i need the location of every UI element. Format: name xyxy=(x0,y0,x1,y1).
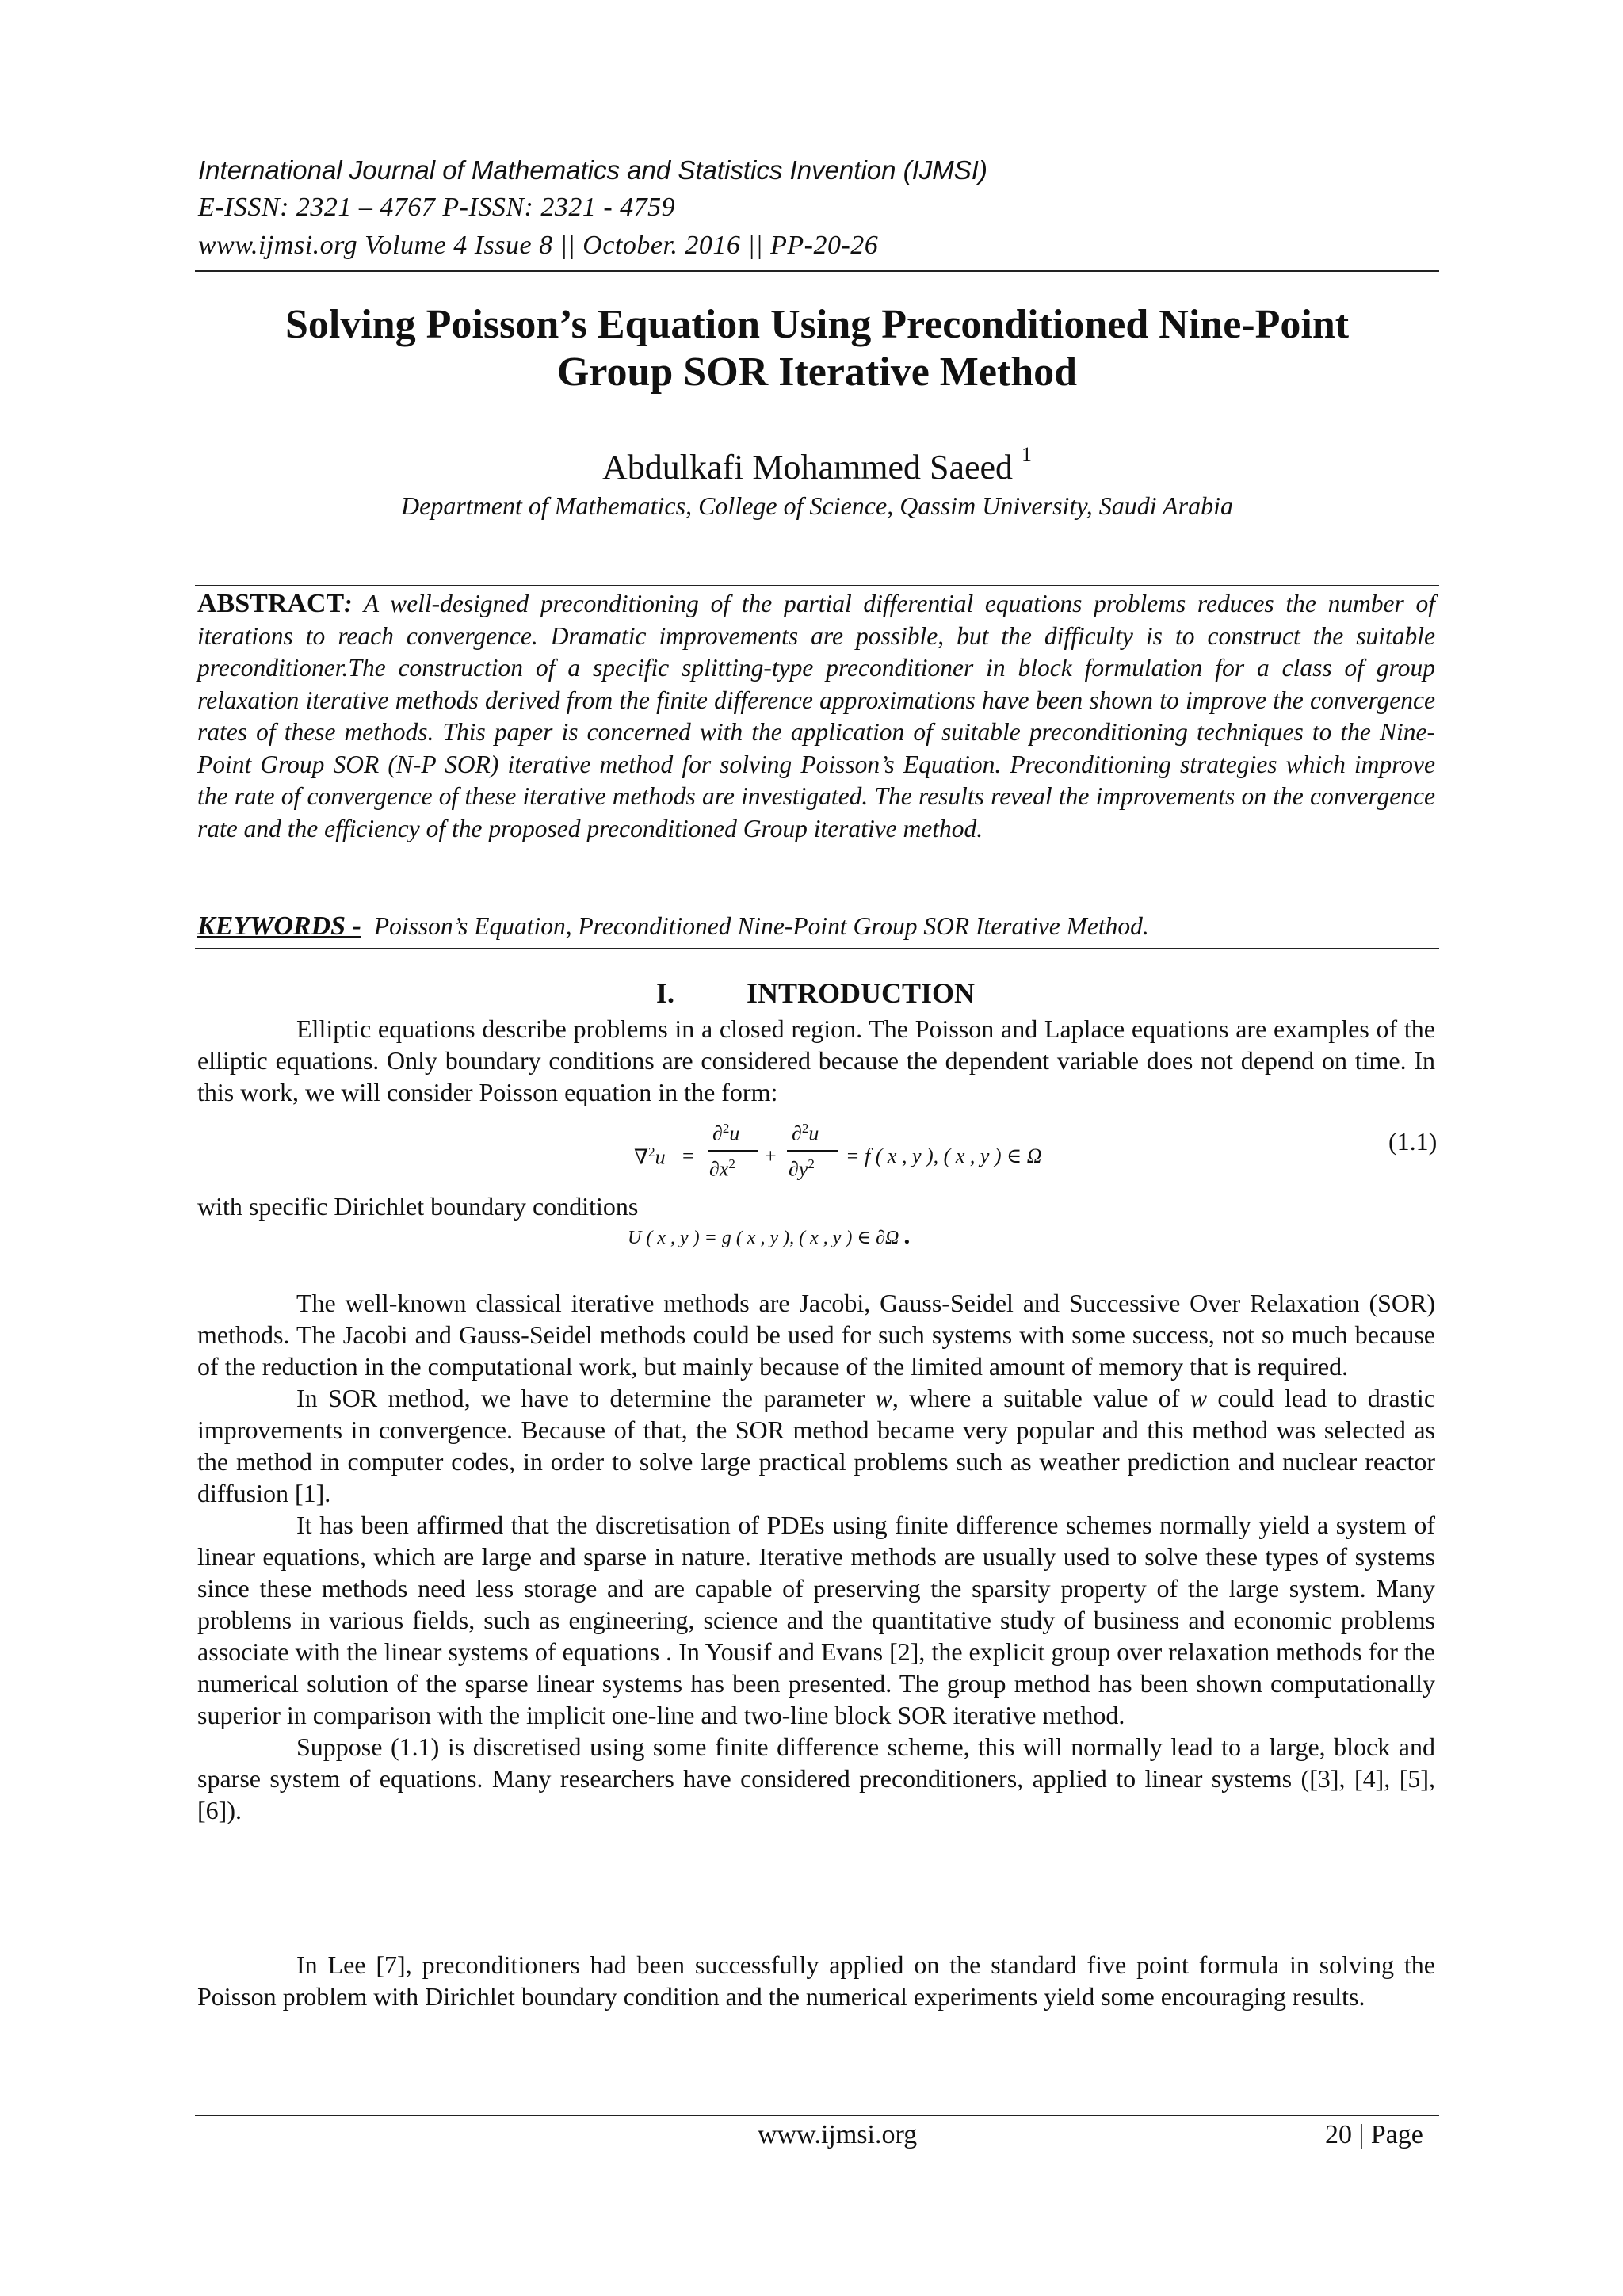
abstract xyxy=(197,588,1435,845)
journal-issn: E-ISSN: 2321 – 4767 P-ISSN: 2321 - 4759 xyxy=(198,193,676,222)
keywords xyxy=(197,911,1435,942)
abstract-label: ABSTRACT xyxy=(197,589,345,618)
numerator-1-exponent: 2 xyxy=(722,1121,730,1136)
equation-rhs: = f ( x , y ), ( x , y ) ∈ Ω xyxy=(846,1144,1042,1167)
dirichlet-text: with specific Dirichlet boundary conditions xyxy=(197,1192,639,1221)
abstract-colon: : xyxy=(344,590,353,617)
paragraph-4: It has been affirmed that the discretisation of PDEs using finite difference schemes normally yield a system of linear equations, which are large and sparse in nature. Iterative methods are usually used to solve these types of systems since these methods need less storage and are capable of preserving the sparsity property of the large system. Many problems in various fields, such as engineering, science and the quantitative study of business and economic problems associate with the linear systems of equations . In Yousif and Evans [2], the explicit group over relaxation methods for the numerical solution of the sparse linear systems has been presented. The group method has been shown computationally superior in comparison with the implicit one-line and two-line block SOR iterative method. xyxy=(197,1511,1435,1729)
denominator-2-exponent: 2 xyxy=(808,1156,815,1171)
paragraph-text: Elliptic equations describe problems in a closed region. The Poisson and Laplace equations are examples of the elliptic equations. Only boundary conditions are considered because the dependent variable does not depend on time. In this work, we will consider Poisson equation in the form: xyxy=(197,1014,1435,1106)
equals-sign: = xyxy=(682,1144,694,1167)
intro-body xyxy=(197,1287,1435,1826)
author-affil-mark: 1 xyxy=(1022,443,1033,467)
paragraph-3-part-c: could lead to drastic improvements in convergence. Because of that, the SOR method became very popular and this method was selected as the method in computer codes, in order to solve large practical problems such as weather prediction and nuclear reactor diffusion [1]. xyxy=(197,1384,1436,1507)
partial-numerator-1: ∂ xyxy=(712,1121,723,1145)
equation-1-1 xyxy=(630,1121,1343,1200)
equation-number: (1.1) xyxy=(1388,1127,1438,1156)
intro-paragraph-6 xyxy=(197,1949,1435,2012)
title-line-1: Solving Poisson’s Equation Using Preconditioned Nine-Point xyxy=(285,302,1350,347)
paragraph-3 xyxy=(197,1382,1435,1509)
section-title: INTRODUCTION xyxy=(747,977,976,1009)
nabla-symbol: ∇ xyxy=(634,1145,649,1169)
paragraph-2: The well-known classical iterative methods are Jacobi, Gauss-Seidel and Successive Over Relaxation (SOR) methods. The Jacobi and Gauss-Seidel methods could be used for such systems with some success, not so much because of the reduction in the computational work, but mainly because of the limited amount of memory that is required. xyxy=(197,1289,1435,1381)
fraction-bar-2 xyxy=(787,1150,838,1152)
numerator-2-variable: u xyxy=(808,1121,819,1145)
footer-url: www.ijmsi.org xyxy=(758,2120,918,2149)
author-affiliation: Department of Mathematics, College of Science, Qassim University, Saudi Arabia xyxy=(401,491,1233,520)
header-rule xyxy=(195,270,1439,272)
denominator-1-exponent: 2 xyxy=(728,1156,735,1171)
lhs-variable: u xyxy=(655,1145,666,1169)
paragraph-3-part-b: , where a suitable value of xyxy=(892,1384,1190,1412)
parameter-w-1: w xyxy=(875,1384,892,1412)
nabla-exponent: 2 xyxy=(648,1144,655,1159)
title-line-2: Group SOR Iterative Method xyxy=(556,350,1078,395)
author-text: Abdulkafi Mohammed Saeed xyxy=(601,448,1014,487)
boundary-equation-text: U ( x , y ) = g ( x , y ), ( x , y ) ∈ ∂Ω xyxy=(628,1228,899,1248)
footer-page-number: 20 | Page xyxy=(1325,2120,1423,2149)
abstract-top-rule xyxy=(195,585,1439,586)
parameter-w-2: w xyxy=(1190,1384,1208,1412)
abstract-text: A well-designed preconditioning of the partial differential equations problems reduces the number of iterations to reach convergence. Dramatic improvements are possible, but the difficulty is to construct the suitable preconditioner.The construction of a specific splitting-type preconditioner in block formulation for a class of group relaxation iterative methods derived from the finite difference approximations have been shown to improve the convergence rates of these methods. This paper is concerned with the application of suitable preconditioning techniques to the Nine-Point Group SOR (N-P SOR) iterative method for solving Poisson’s Equation. Preconditioning strategies which improve the rate of convergence of these iterative methods are investigated. The results reveal the improvements on the convergence rate and the efficiency of the proposed preconditioned Group iterative method. xyxy=(197,590,1435,842)
numerator-1-variable: u xyxy=(729,1121,740,1145)
numerator-2-exponent: 2 xyxy=(801,1121,809,1136)
paper-title xyxy=(195,301,1439,396)
section-number: I. xyxy=(656,977,675,1009)
journal-name: International Journal of Mathematics and Statistics Invention (IJMSI) xyxy=(198,155,987,185)
denominator-2: ∂y xyxy=(789,1157,808,1181)
fraction-bar-1 xyxy=(708,1150,758,1152)
plus-sign: + xyxy=(765,1144,777,1167)
journal-volume: www.ijmsi.org Volume 4 Issue 8 || October. 2016 || PP-20-26 xyxy=(198,231,879,260)
boundary-condition-equation xyxy=(628,1221,910,1250)
intro-paragraph-1 xyxy=(197,1013,1435,1108)
paragraph-5: Suppose (1.1) is discretised using some finite difference scheme, this will normally lead to a large, block and sparse system of equations. Many researchers have considered preconditioners, applied to linear systems ([3], [4], [5], [6]). xyxy=(197,1733,1435,1824)
footer-rule xyxy=(195,2115,1439,2116)
author-name xyxy=(195,443,1439,487)
keywords-text: Poisson’s Equation, Preconditioned Nine-Point Group SOR Iterative Method. xyxy=(373,912,1149,940)
paragraph-6: In Lee [7], preconditioners had been successfully applied on the standard five point formula in solving the Poisson problem with Dirichlet boundary condition and the numerical experiments yield some encouraging results. xyxy=(197,1950,1435,2011)
keywords-rule xyxy=(195,948,1439,949)
dirichlet-text-block xyxy=(197,1190,1435,1222)
equation-period: . xyxy=(903,1221,911,1249)
partial-numerator-2: ∂ xyxy=(792,1121,802,1145)
denominator-1: ∂x xyxy=(709,1157,729,1181)
keywords-label: KEYWORDS - xyxy=(197,911,361,941)
paragraph-3-part-a: In SOR method, we have to determine the parameter xyxy=(296,1384,876,1412)
